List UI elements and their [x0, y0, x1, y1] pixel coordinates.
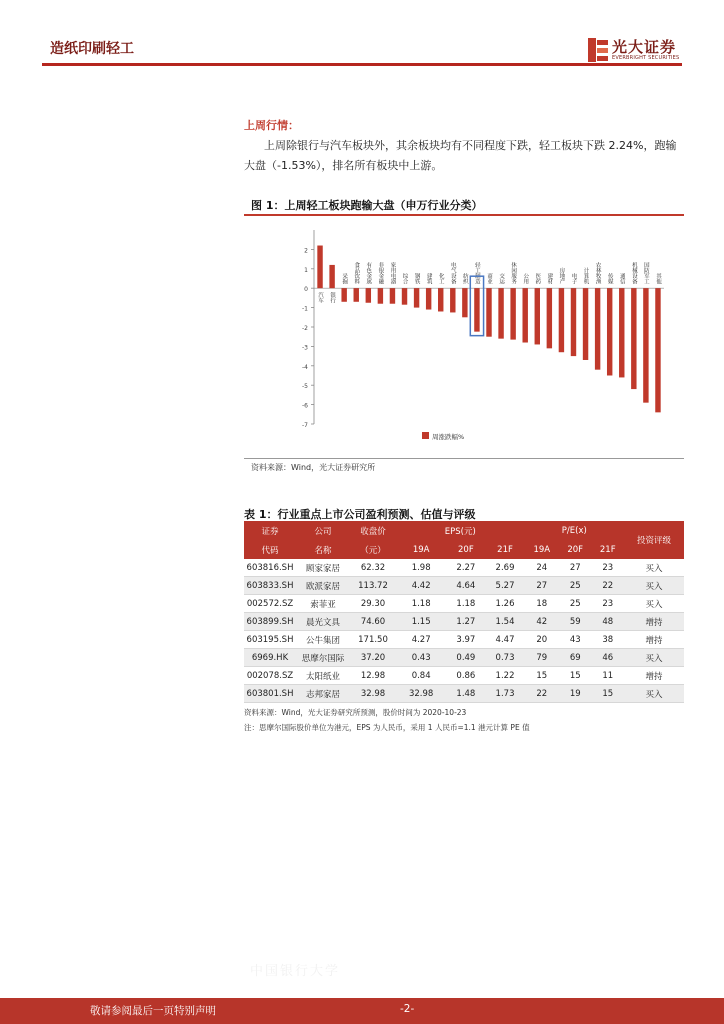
table-cell: 603195.SH	[244, 631, 296, 649]
th-company: 公司	[296, 521, 350, 540]
table-cell: 0.43	[396, 649, 446, 667]
bar	[535, 288, 540, 344]
table-cell: 6969.HK	[244, 649, 296, 667]
table-cell: 买入	[624, 685, 684, 703]
table-cell: 11	[591, 667, 624, 685]
watermark: 中国银行大学	[250, 964, 341, 979]
category-label: 综合	[401, 273, 408, 285]
table-cell: 买入	[624, 595, 684, 613]
table-cell: 38	[591, 631, 624, 649]
table-cell: 32.98	[396, 685, 446, 703]
y-tick-label: -5	[302, 383, 308, 391]
category-label: 公用	[522, 273, 529, 285]
category-label: 电气设备	[449, 262, 456, 285]
table-cell: 公牛集团	[296, 631, 350, 649]
th-price-2: （元）	[350, 540, 396, 559]
y-tick-label: -4	[302, 363, 308, 371]
table-cell: 4.42	[396, 577, 446, 595]
y-tick-label: -1	[302, 305, 308, 313]
table-cell: 增持	[624, 631, 684, 649]
table-cell: 顾家家居	[296, 559, 350, 577]
table-cell: 48	[591, 613, 624, 631]
bar	[498, 288, 503, 338]
bar	[414, 288, 419, 307]
bar	[317, 246, 322, 289]
footer-bar	[0, 998, 724, 1024]
bar-chart	[244, 218, 684, 458]
section-heading: 上周行情：	[244, 119, 299, 132]
table-cell: 0.84	[396, 667, 446, 685]
table-cell: 4.64	[446, 577, 485, 595]
category-label: 建材	[546, 273, 553, 285]
table-cell: 22	[591, 577, 624, 595]
table-cell: 1.18	[396, 595, 446, 613]
footer-page-number: -2-	[400, 1003, 415, 1015]
table-cell: 15	[559, 667, 591, 685]
table-cell: 0.86	[446, 667, 485, 685]
table-cell: 74.60	[350, 613, 396, 631]
bar	[607, 288, 612, 375]
category-label: 钢铁	[413, 273, 420, 285]
table-cell: 603801.SH	[244, 685, 296, 703]
table-cell: 79	[525, 649, 559, 667]
bar	[329, 265, 334, 288]
table-row	[244, 631, 684, 649]
category-label: 医药	[534, 273, 541, 285]
table-cell: 20	[525, 631, 559, 649]
category-label: 农林牧渔	[594, 262, 601, 285]
bar	[426, 288, 431, 309]
bar	[474, 288, 479, 331]
table-cell: 46	[591, 649, 624, 667]
th-eps: EPS(元)	[396, 521, 525, 540]
bar	[450, 288, 455, 312]
table-cell: 002572.SZ	[244, 595, 296, 613]
category-label: 通信	[618, 273, 625, 285]
table-cell: 欧派家居	[296, 577, 350, 595]
table-cell: 42	[525, 613, 559, 631]
y-tick-label: 1	[304, 266, 308, 274]
th-pe-19a: 19A	[525, 540, 559, 559]
table-cell: 603816.SH	[244, 559, 296, 577]
figure-top-rule	[244, 214, 684, 216]
table-cell: 0.73	[485, 649, 524, 667]
bar	[643, 288, 648, 402]
table-row	[244, 685, 684, 703]
category-label: 商业	[486, 273, 492, 285]
table-note-source: 资料来源：Wind，光大证券研究所预测，股价时间为 2020-10-23	[244, 708, 467, 717]
category-label: 纺织	[461, 273, 468, 285]
header-section-title: 造纸印刷轻工	[50, 41, 134, 57]
header-divider	[42, 63, 682, 66]
y-tick-label: -6	[302, 402, 308, 410]
bar	[378, 288, 383, 304]
table-row	[244, 577, 684, 595]
table-note-extra: 注：思摩尔国际股价单位为港元，EPS 为人民币，采用 1 人民币=1.1 港元计算 PE 值	[244, 723, 530, 732]
legend-label: 周涨跌幅%	[432, 433, 465, 441]
y-tick-label: -7	[302, 422, 308, 429]
brand-logo-icon	[588, 38, 608, 62]
table-row	[244, 667, 684, 685]
table-cell: 增持	[624, 667, 684, 685]
bar	[619, 288, 624, 377]
category-label: 汽车	[317, 292, 324, 304]
table-header-row	[244, 540, 684, 559]
brand-subtitle: EVERBRIGHT SECURITIES	[612, 55, 680, 61]
table-cell: 0.49	[446, 649, 485, 667]
th-pe-21f: 21F	[591, 540, 624, 559]
bar	[366, 288, 371, 303]
category-label: 有色金属	[365, 262, 372, 285]
th-code-2: 代码	[244, 540, 296, 559]
table-cell: 增持	[624, 613, 684, 631]
figure-bottom-rule	[244, 458, 684, 459]
table-cell: 002078.SZ	[244, 667, 296, 685]
table-cell: 太阳纸业	[296, 667, 350, 685]
bar	[631, 288, 636, 389]
category-label: 银行	[329, 292, 336, 304]
table-cell: 1.98	[396, 559, 446, 577]
table-row	[244, 649, 684, 667]
table-cell: 1.54	[485, 613, 524, 631]
table-cell: 27	[525, 577, 559, 595]
table-cell: 3.97	[446, 631, 485, 649]
table-cell: 买入	[624, 649, 684, 667]
table-row	[244, 595, 684, 613]
table-cell: 22	[525, 685, 559, 703]
table-cell: 29.30	[350, 595, 396, 613]
category-label: 机械设备	[630, 262, 637, 285]
table-row	[244, 613, 684, 631]
bar	[655, 288, 660, 412]
table-cell: 1.73	[485, 685, 524, 703]
brand-name: 光大证券	[612, 38, 677, 56]
th-pe: P/E(x)	[525, 521, 624, 540]
table-cell: 37.20	[350, 649, 396, 667]
footer-disclaimer: 敬请参阅最后一页特别声明	[90, 1005, 216, 1017]
table-cell: 晨光文具	[296, 613, 350, 631]
category-label: 化工	[437, 273, 444, 285]
category-label: 电子	[570, 273, 577, 285]
bar	[559, 288, 564, 352]
table-cell: 23	[591, 559, 624, 577]
bar	[583, 288, 588, 360]
table-cell: 603899.SH	[244, 613, 296, 631]
bar	[595, 288, 600, 369]
table-cell: 19	[559, 685, 591, 703]
category-label: 轻工制造	[473, 262, 480, 285]
bar	[402, 288, 407, 304]
table-cell: 69	[559, 649, 591, 667]
table-cell: 1.27	[446, 613, 485, 631]
table-cell: 思摩尔国际	[296, 649, 350, 667]
table-row	[244, 559, 684, 577]
category-label: 国防军工	[642, 262, 649, 285]
category-label: 计算机	[582, 267, 589, 285]
category-label: 建筑	[425, 273, 432, 285]
table-cell: 索菲亚	[296, 595, 350, 613]
table-cell: 171.50	[350, 631, 396, 649]
category-label: 食品饮料	[353, 262, 360, 285]
category-label: 房地产	[558, 267, 565, 285]
table-cell: 2.27	[446, 559, 485, 577]
table-cell: 59	[559, 613, 591, 631]
table-cell: 4.27	[396, 631, 446, 649]
table-cell: 5.27	[485, 577, 524, 595]
bar	[522, 288, 527, 342]
table-cell: 1.26	[485, 595, 524, 613]
summary-paragraph: 上周除银行与汽车板块外，其余板块均有不同程度下跌，轻工板块下跌 2.24%，跑输大盘（-1.53%），排名所有板块中上游。	[244, 139, 677, 172]
y-tick-label: 2	[304, 247, 308, 255]
figure-title: 图 1：上周轻工板块跑输大盘（申万行业分类）	[251, 199, 483, 212]
category-label: 其他	[654, 273, 661, 285]
table-cell: 43	[559, 631, 591, 649]
legend-swatch	[422, 432, 429, 439]
bar	[354, 288, 359, 302]
table-cell: 1.18	[446, 595, 485, 613]
figure-source: 资料来源：Wind，光大证券研究所	[251, 463, 376, 472]
bar	[547, 288, 552, 348]
table-cell: 4.47	[485, 631, 524, 649]
table-cell: 12.98	[350, 667, 396, 685]
table-cell: 2.69	[485, 559, 524, 577]
th-company-2: 名称	[296, 540, 350, 559]
category-label: 非银金融	[377, 262, 384, 285]
th-rating: 投资评级	[624, 521, 684, 559]
y-tick-label: 0	[304, 286, 308, 294]
th-eps-19a: 19A	[396, 540, 446, 559]
table-cell: 15	[525, 667, 559, 685]
table-cell: 买入	[624, 577, 684, 595]
bar	[486, 288, 491, 337]
th-eps-20f: 20F	[446, 540, 485, 559]
y-tick-label: -2	[302, 325, 308, 332]
th-pe-20f: 20F	[559, 540, 591, 559]
category-label: 交运	[498, 273, 505, 285]
table-cell: 1.15	[396, 613, 446, 631]
bar	[341, 288, 346, 302]
table-cell: 62.32	[350, 559, 396, 577]
th-code: 证券	[244, 521, 296, 540]
th-eps-21f: 21F	[485, 540, 524, 559]
table-cell: 603833.SH	[244, 577, 296, 595]
category-label: 家用电器	[389, 262, 396, 285]
table-cell: 27	[559, 559, 591, 577]
table-cell: 113.72	[350, 577, 396, 595]
category-label: 采掘	[341, 273, 348, 285]
table-cell: 1.48	[446, 685, 485, 703]
category-label: 休闲服务	[510, 262, 517, 285]
y-tick-label: -3	[302, 344, 308, 352]
table-cell: 15	[591, 685, 624, 703]
table-cell: 25	[559, 595, 591, 613]
bar	[510, 288, 515, 339]
table-title: 表 1：行业重点上市公司盈利预测、估值与评级	[244, 508, 476, 521]
bar	[462, 288, 467, 317]
bar	[438, 288, 443, 311]
table-cell: 25	[559, 577, 591, 595]
bar	[390, 288, 395, 304]
table-cell: 买入	[624, 559, 684, 577]
table-cell: 志邦家居	[296, 685, 350, 703]
table-header-row	[244, 521, 684, 540]
table-cell: 24	[525, 559, 559, 577]
table-cell: 23	[591, 595, 624, 613]
forecast-table	[244, 521, 684, 703]
table-cell: 1.22	[485, 667, 524, 685]
bar	[571, 288, 576, 356]
table-cell: 32.98	[350, 685, 396, 703]
category-label: 传媒	[606, 273, 613, 285]
table-cell: 18	[525, 595, 559, 613]
th-price: 收盘价	[350, 521, 396, 540]
